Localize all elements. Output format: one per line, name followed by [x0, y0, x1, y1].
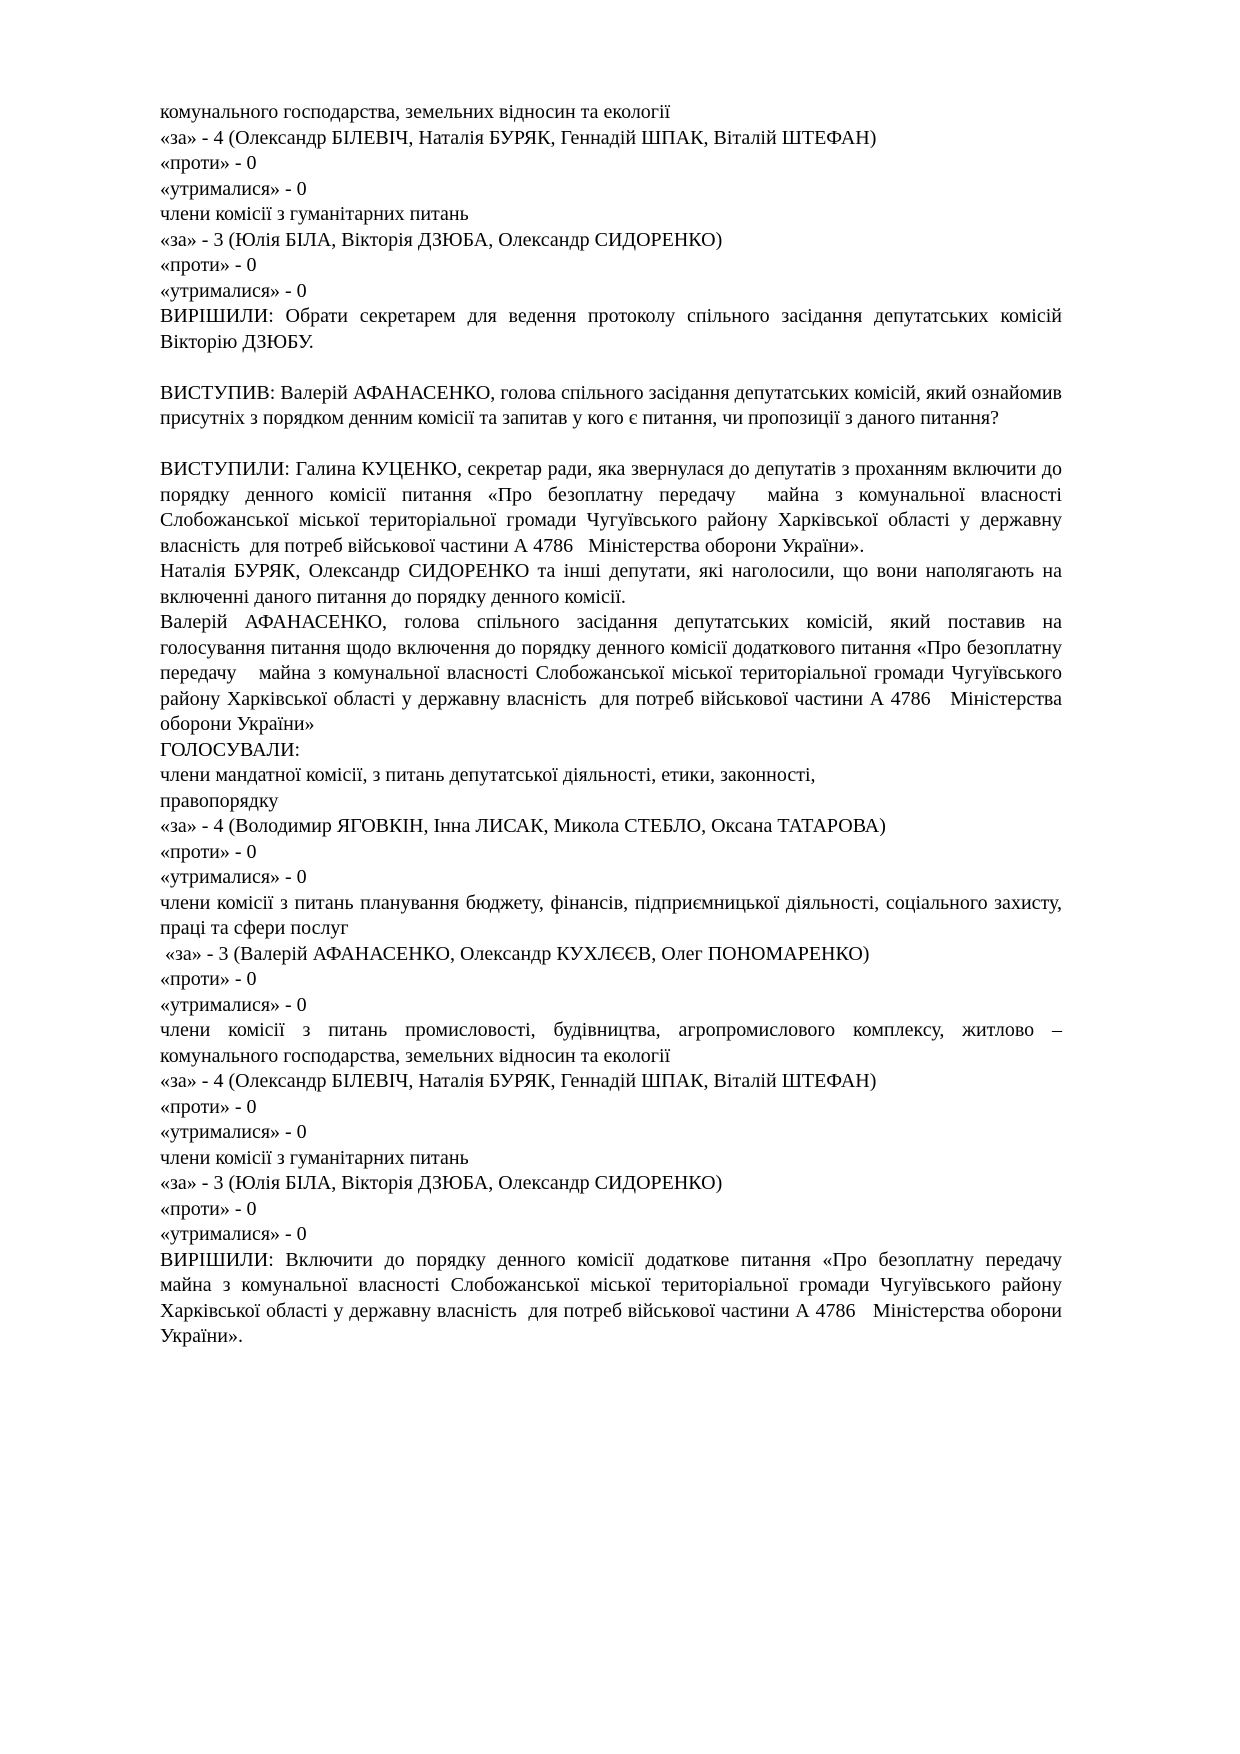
- vote-result-line: «проти» - 0: [160, 1095, 257, 1118]
- vote-result-line: «проти» - 0: [160, 840, 257, 863]
- commission-label: члени комісії з питань промисловості, будівництва, агропромислового комплексу, житлово – комунального господарства, земельних відносин та екології: [160, 1019, 1067, 1067]
- speech-paragraph: Наталія БУРЯК, Олександр СИДОРЕНКО та інші депутати, які наголосили, що вони наполягають на включенні даного питання до порядку денного комісії.: [160, 560, 1067, 608]
- vote-result-line: «утрималися» - 0: [160, 177, 307, 200]
- decision-paragraph: ВИРІШИЛИ: Включити до порядку денного комісії додаткове питання «Про безоплатну передачу майна з комунальної власності Слобожанської міської територіальної громади Чугуївського району Харківської області у державну власність для потреб військової частини А 4786 Міністерства оборони України».: [160, 1248, 1077, 1347]
- vote-result-line: «проти» - 0: [160, 968, 257, 990]
- vote-result-line: «за» - 4 (Володимир ЯГОВКІН, Інна ЛИСАК, Микола СТЕБЛО, Оксана ТАТАРОВА): [160, 815, 886, 837]
- section-heading: ГОЛОСУВАЛИ:: [160, 738, 301, 761]
- vote-result-line: «утрималися» - 0: [160, 279, 307, 302]
- commission-label: члени комісії з гуманітарних питань: [160, 203, 469, 225]
- vote-result-line: «утрималися» - 0: [160, 866, 307, 888]
- vote-result-line: «утрималися» - 0: [160, 1223, 307, 1245]
- vote-result-line: «проти» - 0: [160, 1197, 257, 1220]
- vote-result-line: «утрималися» - 0: [160, 993, 307, 1016]
- vote-result-line: «за» - 3 (Юлія БІЛА, Вікторія ДЗЮБА, Олександр СИДОРЕНКО): [160, 1172, 723, 1194]
- vote-result-line: «за» - 4 (Олександр БІЛЕВІЧ, Наталія БУРЯК, Геннадій ШПАК, Віталій ШТЕФАН): [160, 1070, 877, 1092]
- paragraph: комунального господарства, земельних відносин та екології: [160, 101, 671, 123]
- vote-result-line: «за» - 3 (Юлія БІЛА, Вікторія ДЗЮБА, Олександр СИДОРЕНКО): [160, 228, 723, 251]
- commission-label: члени мандатної комісії, з питань депутатської діяльності, етики, законності,: [160, 764, 816, 786]
- speech-paragraph: ВИСТУПИВ: Валерій АФАНАСЕНКО, голова спільного засідання депутатських комісій, який ознайомив присутніх з порядком денним комісії та запитав у кого є питання, чи пропозиції з даного питання?: [160, 381, 1067, 429]
- vote-result-line: «проти» - 0: [160, 254, 257, 276]
- speech-paragraph: ВИСТУПИЛИ: Галина КУЦЕНКО, секретар ради, яка звернулася до депутатів з проханням включити до порядку денного комісії питання «Про безоплатну передачу майна з комунальної власності Слобожанської міської територіальної громади Чугуївського району Харківської області у державну власність для потреб військової частини А 4786 Міністерства оборони України».: [160, 458, 1067, 557]
- decision-paragraph: ВИРІШИЛИ: Обрати секретарем для ведення протоколу спільного засідання депутатських комісій Вікторію ДЗЮБУ.: [160, 305, 1067, 353]
- commission-label: члени комісії з питань планування бюджету, фінансів, підприємницької діяльності, соціального захисту, праці та сфери послуг: [160, 891, 1067, 939]
- vote-result-line: «проти» - 0: [160, 152, 257, 174]
- commission-label: члени комісії з гуманітарних питань: [160, 1146, 469, 1169]
- vote-result-line: «за» - 4 (Олександр БІЛЕВІЧ, Наталія БУРЯК, Геннадій ШПАК, Віталій ШТЕФАН): [160, 126, 877, 149]
- vote-result-line: «за» - 3 (Валерій АФАНАСЕНКО, Олександр КУХЛЄЄВ, Олег ПОНОМАРЕНКО): [160, 942, 870, 965]
- vote-result-line: «утрималися» - 0: [160, 1121, 307, 1143]
- commission-label: правопорядку: [160, 789, 279, 812]
- speech-paragraph: Валерій АФАНАСЕНКО, голова спільного засідання депутатських комісій, який поставив на голосування питання щодо включення до порядку денного комісії додаткового питання «Про безоплатну передачу майна з комунальної власності Слобожанської міської територіальної громади Чугуївського району Харківської області у державну власність для потреб військової частини А 4786 Міністерства оборони України»: [160, 611, 1067, 735]
